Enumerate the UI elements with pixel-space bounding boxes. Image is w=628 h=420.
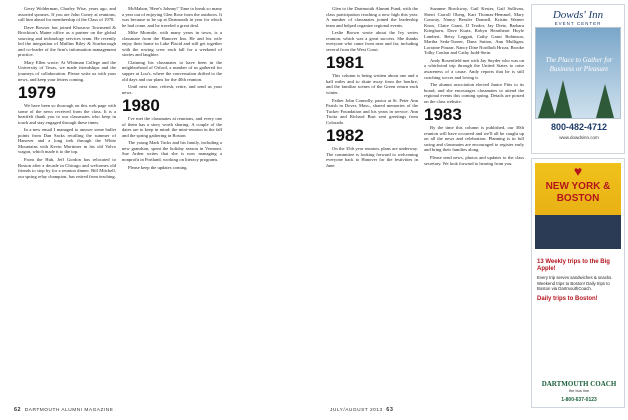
page-number-left: 62 — [14, 407, 22, 413]
class-note-paragraph: Glen to the Dartmouth Alumni Fund, with the class participation reaching a new high this year. A number of classmates joined the leadership team and helped organize regional events. — [326, 6, 418, 28]
skyline-image — [535, 215, 621, 249]
footer-right-text: JULY/AUGUST 2013 — [330, 408, 383, 413]
class-note-paragraph: McMahon, 'Here's Johnny!' Time to break so many a year out of enjoying Glen Rose from the outdoors. It was because to be up at Dartmouth in year for which he had come, and he traveled a great deal. — [122, 6, 222, 28]
ad1-scene-image — [535, 27, 621, 119]
ad2-tel: 1-800-637-0123 — [561, 397, 597, 403]
column-3 — [326, 6, 418, 401]
class-note-paragraph: Gerry Wolderman, Charley Wise, years ago, and assorted spouses. If you are John Coney at reunions, call him ahead for membership of the Class of 1978. — [18, 6, 116, 23]
ad2-banner: NEW YORK & BOSTON — [545, 181, 611, 204]
class-note-paragraph: From the Hub, Jeff Gordon has relocated to Boston after a decade in Chicago and welcomes old friends to stop by for a reunion dinner. Bill Mitchell, our spring relay champion, has retired from teaching. — [18, 157, 116, 179]
ad1-web[interactable]: www.dowdsinn.com — [559, 135, 599, 140]
tree-icon — [596, 84, 614, 118]
class-note-paragraph: Until next time, refresh, retire, and send us your news. — [122, 84, 222, 95]
class-note-paragraph: We have been so thorough on this web page with some of the news received from the class. It is a heartfelt thank you to our classmates who keep in touch and stay engaged through these times. — [18, 103, 116, 125]
ad2-lines: Every trip serves sandwiches & snacks. Weekend trips to Boston! Daily trips to Boston via DartmouthCoach. — [537, 275, 613, 291]
class-note-paragraph: Please keep the updates coming. — [128, 164, 188, 170]
class-note-paragraph: The alumni association elected Janice Fitts to its board, and she encourages classmates to attend the regional events this coming spring. Details are posted on the class website. — [424, 82, 524, 104]
class-note-paragraph: I've met the classmates at reunions, and every one of them has a story worth sharing. A couple of the dates are to keep in mind: the mini-reunion in the fall and the spring gathering in Boston. — [122, 116, 222, 138]
ad1-title: Dowds' Inn — [552, 9, 604, 21]
class-note-paragraph: Andy Rosenfield met with Jay Snyder who was on a whirlwind trip through the United States to raise awareness of a cause. Andy reports that he is still coaching soccer and loving it. — [424, 57, 524, 80]
ad1-phone: 800-482-4712 — [550, 122, 608, 132]
tree-icon — [554, 80, 572, 118]
ad2-body — [537, 255, 621, 305]
class-note-paragraph: This column is being written about one and a half miles and to skate away from the bonfire, and the familiar scenes of the Green return each winter. — [326, 73, 418, 96]
page-number-right: 63 — [386, 407, 394, 413]
ad2-headline: Daily trips to Boston! — [537, 295, 598, 302]
dartmouth-coach-ad[interactable] — [531, 158, 625, 408]
class-note-paragraph: By the time this column is published, our 30th reunion will have occurred and we'll all be caught up on all the news and celebration. Planning is in full swing and classmates are encouraged to register early and bring their families along. — [424, 125, 524, 153]
class-note-paragraph: Father John Connolly, pastor at St. Peter Ann Parish in Dover, Mass., shared memories of the Tucker Foundation and his years in service. Ann Trotta and Richard Burt sent greetings from Colorado. — [326, 97, 418, 125]
dartmouth-coach-logo — [537, 380, 621, 393]
class-year-heading: 1983 — [424, 105, 462, 125]
dowds-inn-ad[interactable] — [531, 4, 625, 154]
footer-left-text: DARTMOUTH ALUMNI MAGAZINE — [24, 408, 114, 413]
class-note-paragraph: Leslie Brown wrote about the Ivy series reunion, which was a great success. She thanks everyone who came from near and far, including several from the West Coast. — [326, 30, 418, 52]
footer-left — [14, 407, 113, 413]
ad1-subtitle: EVENT CENTER — [554, 21, 602, 26]
class-note-paragraph: In a new email I managed to answer some bullet points from Dan Sacks recalling the summer of Hanover and a long trek through the White Mountains with Kevin Mortimer in his old Volvo wagon, which made it to the top. — [18, 127, 116, 155]
ad2-logo-text: DARTMOUTH COACH — [541, 380, 617, 388]
class-note-paragraph: Claiming his classmates to have been in the neighborhood of Orford, a number of us gathered for supper at Lou's, where the conversation drifted to the old days and our plans for the 40th reunion. — [122, 59, 222, 82]
column-2 — [122, 6, 222, 401]
column-1 — [18, 6, 116, 401]
class-note-paragraph: On the 35th year reunion, plans are underway. The committee is looking forward to welcoming everyone back to Hanover for the festivities in June. — [326, 146, 418, 168]
class-note-paragraph: Please send news, photos and updates to the class secretary. We look forward to hearing from you. — [424, 155, 524, 166]
ad2-banner-panel — [535, 163, 621, 249]
ad2-logo-sub: the bus line — [568, 388, 590, 393]
heart-icon: ♥ — [573, 165, 583, 180]
column-4 — [424, 6, 524, 401]
ad1-tagline: The Place to Gather for Business or Pleasure — [545, 56, 613, 73]
class-year-heading: 1981 — [326, 53, 364, 73]
class-note-paragraph: Dave Bowser has joined Khosrow Townsend & Brockton's Maine office as a partner on the global sourcing and technology services team. He recently led the integration of Mullins Riley & Scarborough and co-leader of the firm's information management practice. — [18, 24, 116, 58]
class-year-heading: 1980 — [122, 96, 160, 116]
footer-right — [330, 407, 393, 413]
class-year-heading: 1982 — [326, 126, 364, 146]
class-note-paragraph: Mary Ellen wrote: At Whitman College and the University of Texas, we made friendships and the journeys of collaboration. Please write us with your news, and keep your letters coming. — [18, 59, 116, 82]
class-note-paragraph: The young Mark Tacks and his family, including a new grandson, spent the holiday season in Vermont. Sue Arden writes that she is now managing a nonprofit in Portland, working on literacy programs. — [122, 140, 222, 163]
class-year-heading: 1979 — [18, 83, 56, 103]
class-note-paragraph: Suzanne Brockway, Gail Kester, Gail Sullivan, Sherri Carroll Oberg, Kari Thomas-Hemmel, Mary Conway, Nancy Bessler Donnell, Kristin Warner Knox, Claire Grant, JJ Teodor, Jay Dietz, Barbara Krieghorn, Dave Kurtz, Robyn Heartheart Hoyle Lambert, Betsy Leggatt, Cathy Grant Robinson, Martha Seda-Turner, Dana Sutton, Ann Mulligan, Lorraine Pouzar, Nancy Dine Nordholt Hroza, Brooke Tolby Conlon and Cathy Judd-Stein. — [424, 6, 524, 56]
ads-sidebar — [531, 4, 625, 408]
section-side-tab — [0, 0, 10, 420]
ad2-title: 13 Weekly trips to the Big Apple! — [537, 259, 610, 272]
class-note-paragraph: Mike Mormile, with many years in town, is a classmate from the Hanover Inn. He and his wife enjoy their home in Lake Placid and still get together with the rowing crew each fall for a weekend of stories and laughter. — [122, 30, 222, 58]
